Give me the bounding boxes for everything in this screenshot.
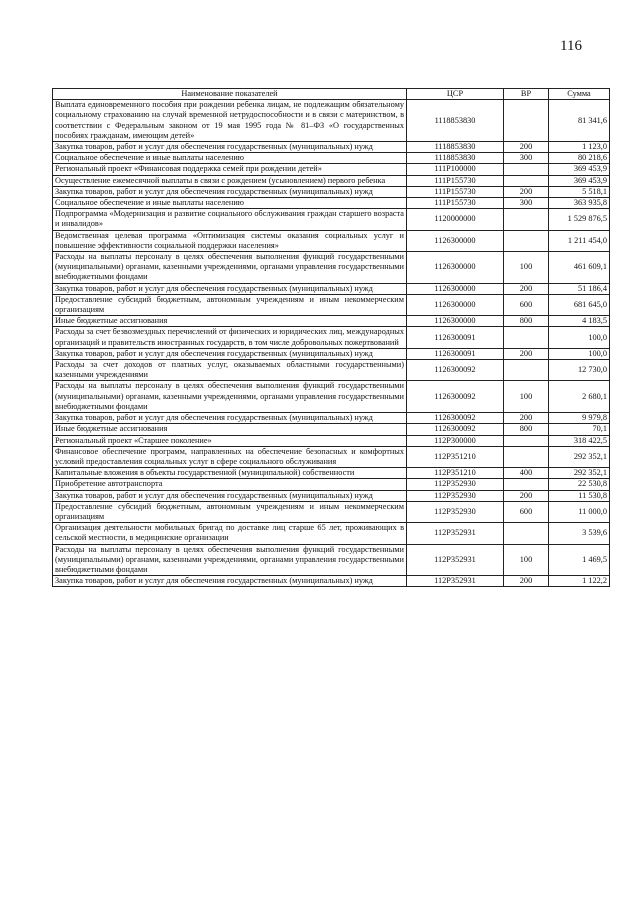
row-sum-cell: 2 680,1 bbox=[549, 381, 610, 413]
row-name-cell: Региональный проект «Финансовая поддержка семей при рождении детей» bbox=[53, 164, 407, 175]
table-row bbox=[53, 164, 610, 175]
row-vr-cell: 300 bbox=[504, 198, 549, 209]
row-csr-cell: 1126300000 bbox=[407, 316, 504, 327]
row-sum-cell: 461 609,1 bbox=[549, 252, 610, 284]
row-csr-cell: 1118853830 bbox=[407, 142, 504, 153]
row-name-cell: Организация деятельности мобильных бригад по доставке лиц старше 65 лет, проживающих в сельской местности, в медицинские организации bbox=[53, 523, 407, 544]
row-sum-cell: 9 979,8 bbox=[549, 413, 610, 424]
row-name-cell: Подпрограмма «Модернизация и развитие социального обслуживания граждан старшего возраста и инвалидов» bbox=[53, 209, 407, 230]
table-row bbox=[53, 230, 610, 251]
table-row bbox=[53, 294, 610, 315]
header-csr: ЦСР bbox=[407, 89, 504, 100]
row-sum-cell: 318 422,5 bbox=[549, 435, 610, 446]
header-name: Наименование показателей bbox=[53, 89, 407, 100]
page-number: 116 bbox=[560, 38, 582, 54]
row-csr-cell: 111P100000 bbox=[407, 164, 504, 175]
row-sum-cell: 4 183,5 bbox=[549, 316, 610, 327]
table-row bbox=[53, 446, 610, 467]
row-name-cell: Расходы за счет доходов от платных услуг, оказываемых областными государственными) казенными учреждениями bbox=[53, 360, 407, 381]
header-sum: Сумма bbox=[549, 89, 610, 100]
row-vr-cell bbox=[504, 175, 549, 186]
row-csr-cell: 1126300092 bbox=[407, 413, 504, 424]
row-csr-cell: 112P352930 bbox=[407, 490, 504, 501]
row-vr-cell bbox=[504, 230, 549, 251]
row-name-cell: Закупка товаров, работ и услуг для обеспечения государственных (муниципальных) нужд bbox=[53, 576, 407, 587]
table-row bbox=[53, 348, 610, 359]
row-sum-cell: 1 211 454,0 bbox=[549, 230, 610, 251]
row-csr-cell: 1126300092 bbox=[407, 424, 504, 435]
row-sum-cell: 100,0 bbox=[549, 327, 610, 348]
row-sum-cell: 292 352,1 bbox=[549, 446, 610, 467]
row-sum-cell: 51 186,4 bbox=[549, 283, 610, 294]
table-row bbox=[53, 479, 610, 490]
row-vr-cell: 100 bbox=[504, 544, 549, 576]
row-name-cell: Расходы на выплаты персоналу в целях обеспечения выполнения функций государственными (муниципальными) органами, казенными учреждениями, органами управления государственными внебюджетными фондами bbox=[53, 381, 407, 413]
row-name-cell: Региональный проект «Старшее поколение» bbox=[53, 435, 407, 446]
row-vr-cell: 200 bbox=[504, 576, 549, 587]
row-vr-cell: 600 bbox=[504, 501, 549, 522]
row-sum-cell: 81 341,6 bbox=[549, 100, 610, 142]
row-vr-cell: 100 bbox=[504, 252, 549, 284]
row-csr-cell: 112P352931 bbox=[407, 544, 504, 576]
row-name-cell: Закупка товаров, работ и услуг для обеспечения государственных (муниципальных) нужд bbox=[53, 283, 407, 294]
row-name-cell: Социальное обеспечение и иные выплаты населению bbox=[53, 153, 407, 164]
table-row bbox=[53, 424, 610, 435]
row-name-cell: Предоставление субсидий бюджетным, автономным учреждениям и иным некоммерческим организациям bbox=[53, 294, 407, 315]
row-name-cell: Осуществление ежемесячной выплаты в связи с рождением (усыновлением) первого ребенка bbox=[53, 175, 407, 186]
row-sum-cell: 100,0 bbox=[549, 348, 610, 359]
row-name-cell: Закупка товаров, работ и услуг для обеспечения государственных (муниципальных) нужд bbox=[53, 348, 407, 359]
row-name-cell: Закупка товаров, работ и услуг для обеспечения государственных (муниципальных) нужд bbox=[53, 186, 407, 197]
table-row bbox=[53, 327, 610, 348]
row-sum-cell: 369 453,9 bbox=[549, 175, 610, 186]
row-vr-cell: 100 bbox=[504, 381, 549, 413]
row-csr-cell: 112P351210 bbox=[407, 446, 504, 467]
header-vr: ВР bbox=[504, 89, 549, 100]
table-row bbox=[53, 283, 610, 294]
row-vr-cell: 300 bbox=[504, 153, 549, 164]
row-vr-cell: 200 bbox=[504, 186, 549, 197]
row-name-cell: Ведомственная целевая программа «Оптимизация системы оказания социальных услуг и повышение эффективности социальной поддержки населения» bbox=[53, 230, 407, 251]
row-name-cell: Расходы на выплаты персоналу в целях обеспечения выполнения функций государственными (муниципальными) органами, казенными учреждениями, органами управления государственными внебюджетными фондами bbox=[53, 252, 407, 284]
table-body bbox=[53, 100, 610, 587]
row-csr-cell: 1120000000 bbox=[407, 209, 504, 230]
row-vr-cell bbox=[504, 100, 549, 142]
row-csr-cell: 1126300091 bbox=[407, 327, 504, 348]
row-vr-cell bbox=[504, 327, 549, 348]
row-csr-cell: 111P155730 bbox=[407, 198, 504, 209]
row-csr-cell: 1126300000 bbox=[407, 230, 504, 251]
row-csr-cell: 1126300000 bbox=[407, 283, 504, 294]
row-name-cell: Закупка товаров, работ и услуг для обеспечения государственных (муниципальных) нужд bbox=[53, 490, 407, 501]
table-row bbox=[53, 544, 610, 576]
table-row bbox=[53, 316, 610, 327]
row-sum-cell: 292 352,1 bbox=[549, 468, 610, 479]
row-sum-cell: 80 218,6 bbox=[549, 153, 610, 164]
row-name-cell: Закупка товаров, работ и услуг для обеспечения государственных (муниципальных) нужд bbox=[53, 142, 407, 153]
row-sum-cell: 369 453,9 bbox=[549, 164, 610, 175]
row-sum-cell: 70,1 bbox=[549, 424, 610, 435]
row-sum-cell: 12 730,0 bbox=[549, 360, 610, 381]
table-row bbox=[53, 523, 610, 544]
row-vr-cell bbox=[504, 435, 549, 446]
row-vr-cell: 600 bbox=[504, 294, 549, 315]
table-row bbox=[53, 209, 610, 230]
table-row bbox=[53, 435, 610, 446]
row-sum-cell: 1 123,0 bbox=[549, 142, 610, 153]
table-row bbox=[53, 360, 610, 381]
table-row bbox=[53, 142, 610, 153]
row-csr-cell: 112P352930 bbox=[407, 479, 504, 490]
row-name-cell: Иные бюджетные ассигнования bbox=[53, 316, 407, 327]
row-sum-cell: 1 529 876,5 bbox=[549, 209, 610, 230]
row-vr-cell: 200 bbox=[504, 283, 549, 294]
row-vr-cell bbox=[504, 209, 549, 230]
row-name-cell: Расходы за счет безвозмездных перечислений от физических и юридических лиц, международных организаций и правительств иностранных государств, в том числе добровольных пожертвований bbox=[53, 327, 407, 348]
row-csr-cell: 1118853830 bbox=[407, 153, 504, 164]
row-vr-cell bbox=[504, 446, 549, 467]
row-sum-cell: 1 122,2 bbox=[549, 576, 610, 587]
row-csr-cell: 112P352931 bbox=[407, 576, 504, 587]
table-row bbox=[53, 252, 610, 284]
row-sum-cell: 681 645,0 bbox=[549, 294, 610, 315]
row-vr-cell: 400 bbox=[504, 468, 549, 479]
row-sum-cell: 11 000,0 bbox=[549, 501, 610, 522]
row-name-cell: Закупка товаров, работ и услуг для обеспечения государственных (муниципальных) нужд bbox=[53, 413, 407, 424]
row-vr-cell: 200 bbox=[504, 348, 549, 359]
table-row bbox=[53, 468, 610, 479]
table-row bbox=[53, 501, 610, 522]
row-name-cell: Капитальные вложения в объекты государственной (муниципальной) собственности bbox=[53, 468, 407, 479]
row-sum-cell: 22 530,8 bbox=[549, 479, 610, 490]
table-row bbox=[53, 576, 610, 587]
row-name-cell: Иные бюджетные ассигнования bbox=[53, 424, 407, 435]
table-row bbox=[53, 381, 610, 413]
row-sum-cell: 1 469,5 bbox=[549, 544, 610, 576]
row-vr-cell: 800 bbox=[504, 424, 549, 435]
table-row bbox=[53, 100, 610, 142]
row-name-cell: Выплата единовременного пособия при рождении ребенка лицам, не подлежащим обязательному социальному страхованию на случай временной нетрудоспособности и в связи с материнством, в соответствии с Федеральным законом от 19 мая 1995 года № 81–ФЗ «О государственных пособиях гражданам, имеющим детей» bbox=[53, 100, 407, 142]
row-vr-cell bbox=[504, 479, 549, 490]
row-csr-cell: 112P351210 bbox=[407, 468, 504, 479]
table-row bbox=[53, 198, 610, 209]
row-vr-cell bbox=[504, 360, 549, 381]
row-name-cell: Приобретение автотранспорта bbox=[53, 479, 407, 490]
row-csr-cell: 1126300091 bbox=[407, 348, 504, 359]
row-csr-cell: 1126300092 bbox=[407, 381, 504, 413]
table-header-row bbox=[53, 89, 610, 100]
row-csr-cell: 112P300000 bbox=[407, 435, 504, 446]
row-sum-cell: 3 539,6 bbox=[549, 523, 610, 544]
row-name-cell: Расходы на выплаты персоналу в целях обеспечения выполнения функций государственными (муниципальными) органами, казенными учреждениями, органами управления государственными внебюджетными фондами bbox=[53, 544, 407, 576]
row-sum-cell: 363 935,8 bbox=[549, 198, 610, 209]
row-csr-cell: 112P352931 bbox=[407, 523, 504, 544]
row-name-cell: Социальное обеспечение и иные выплаты населению bbox=[53, 198, 407, 209]
row-name-cell: Финансовое обеспечение программ, направленных на обеспечение безопасных и комфортных условий предоставления социальных услуг в сфере социального обслуживания bbox=[53, 446, 407, 467]
row-csr-cell: 1118853830 bbox=[407, 100, 504, 142]
row-csr-cell: 1126300000 bbox=[407, 252, 504, 284]
table-row bbox=[53, 490, 610, 501]
row-name-cell: Предоставление субсидий бюджетным, автономным учреждениям и иным некоммерческим организациям bbox=[53, 501, 407, 522]
row-csr-cell: 1126300000 bbox=[407, 294, 504, 315]
row-sum-cell: 5 518,1 bbox=[549, 186, 610, 197]
table-row bbox=[53, 175, 610, 186]
row-csr-cell: 112P352930 bbox=[407, 501, 504, 522]
row-vr-cell bbox=[504, 164, 549, 175]
row-sum-cell: 11 530,8 bbox=[549, 490, 610, 501]
budget-table bbox=[52, 88, 610, 587]
row-csr-cell: 1126300092 bbox=[407, 360, 504, 381]
row-csr-cell: 111P155730 bbox=[407, 186, 504, 197]
table-row bbox=[53, 186, 610, 197]
row-vr-cell: 200 bbox=[504, 490, 549, 501]
table-row bbox=[53, 413, 610, 424]
row-vr-cell: 200 bbox=[504, 142, 549, 153]
row-vr-cell bbox=[504, 523, 549, 544]
table-row bbox=[53, 153, 610, 164]
row-csr-cell: 111P155730 bbox=[407, 175, 504, 186]
row-vr-cell: 800 bbox=[504, 316, 549, 327]
row-vr-cell: 200 bbox=[504, 413, 549, 424]
